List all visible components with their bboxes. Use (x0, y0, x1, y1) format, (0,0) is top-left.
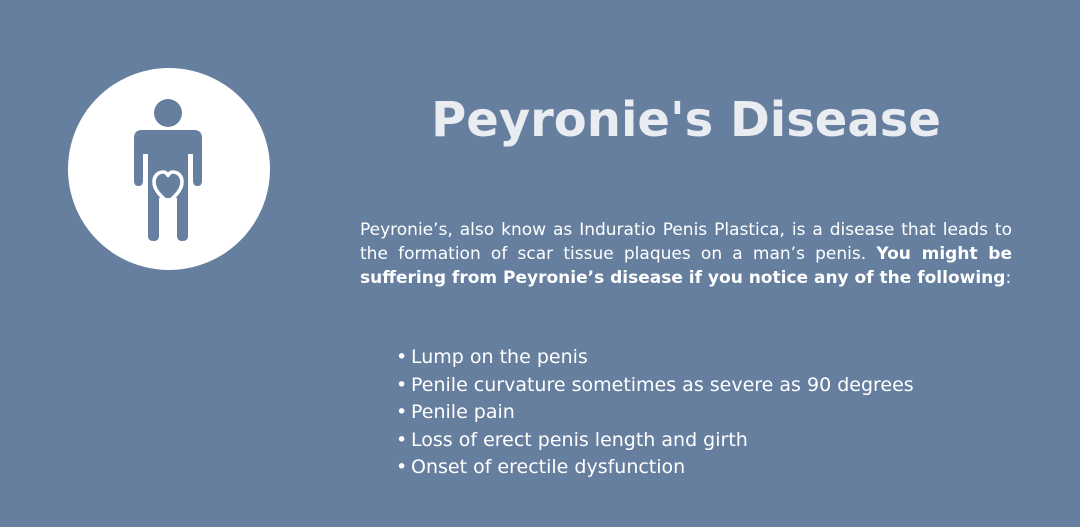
list-item (396, 427, 914, 455)
symptom-text: Onset of erectile dysfunction (411, 456, 686, 478)
bullet: • (396, 401, 408, 423)
list-item (396, 372, 914, 400)
symptom-text: Loss of erect penis length and girth (411, 428, 748, 451)
bullet: • (396, 346, 408, 368)
symptom-text: Lump on the penis (411, 346, 588, 368)
person-heart-icon (68, 68, 270, 270)
bullet: • (396, 428, 408, 451)
symptom-text: Penile curvature sometimes as severe as 90 degrees (411, 373, 914, 396)
symptom-list (396, 344, 914, 482)
bullet: • (396, 456, 408, 478)
page-title: Peyronie's Disease (431, 92, 941, 148)
list-item (396, 399, 914, 427)
symptom-text: Penile pain (411, 401, 515, 423)
bullet: • (396, 373, 408, 396)
intro-suffix: : (1005, 268, 1012, 288)
intro-paragraph (360, 218, 1012, 290)
list-item (396, 344, 914, 372)
icon-circle (68, 68, 270, 270)
intro-bold-text: You might be suffering from Peyronie’s disease if you notice any of the following (360, 244, 1012, 288)
intro-text: Peyronie’s, also know as Induratio Penis Plastica, is a disease that leads to the formation of scar tissue plaques on a man’s penis. (360, 220, 1012, 264)
list-item (396, 454, 914, 482)
